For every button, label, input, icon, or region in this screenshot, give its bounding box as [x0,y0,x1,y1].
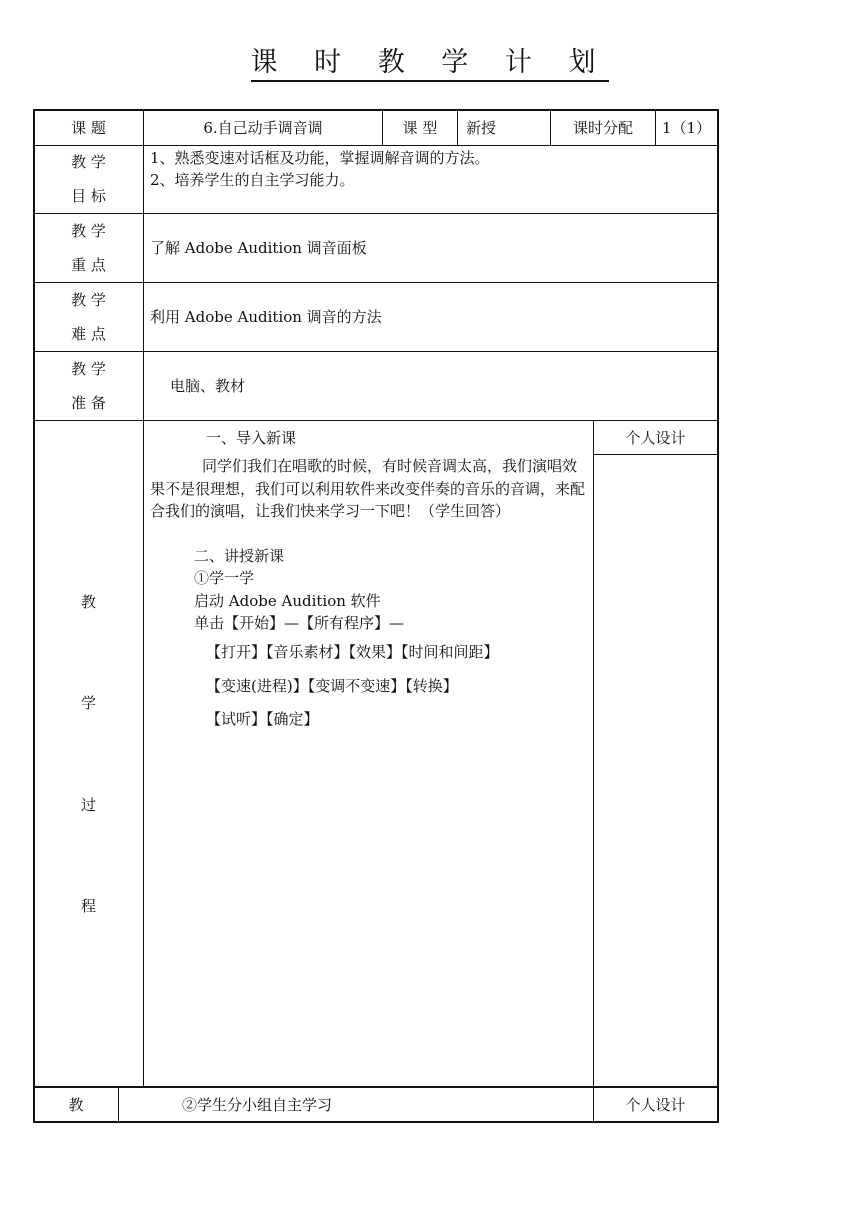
next-design-label: 个人设计 [625,1096,686,1114]
process-label-char-1: 教 [80,593,96,611]
step-menu-path-1: 【打开】【音乐素材】【效果】【时间和间距】 [206,643,499,661]
keypoint-label-bottom: 重 点 [71,256,106,274]
difficulty-text: 利用 Adobe Audition 调音的方法 [150,308,382,326]
goal-line-1: 1、熟悉变速对话框及功能，掌握调解音调的方法。 [150,149,490,167]
topic-value: 6.自己动手调音调 [203,119,323,137]
prep-label-top: 教 学 [71,360,106,378]
goal-label-top: 教 学 [71,153,106,171]
alloc-value: 1（1） [661,119,712,137]
heading-intro: 一、导入新课 [206,429,297,447]
heading-teach: 二、讲授新课 [194,547,285,565]
next-text: ②学生分小组自主学习 [182,1096,333,1114]
topic-label: 课 题 [71,119,106,137]
keypoint-label-top: 教 学 [71,222,106,240]
next-label: 教 [68,1096,84,1114]
step-menu-path-3: 【试听】【确定】 [206,710,319,728]
step-launch: 启动 Adobe Audition 软件 [194,592,381,610]
difficulty-label-bottom: 难 点 [71,325,106,343]
process-label-char-3: 过 [80,796,96,814]
process-label-char-2: 学 [80,694,96,712]
page-title: 课 时 教 学 计 划 [0,46,860,80]
keypoint-text: 了解 Adobe Audition 调音面板 [150,239,367,257]
alloc-label: 课时分配 [572,119,633,137]
design-label: 个人设计 [625,429,686,447]
prep-label-bottom: 准 备 [71,394,106,412]
subheading-learn: ①学一学 [194,569,255,587]
prep-text: 电脑、教材 [170,377,246,395]
process-label-char-4: 程 [80,897,96,915]
difficulty-label-top: 教 学 [71,291,106,309]
goal-label-bottom: 目 标 [71,187,106,205]
intro-paragraph: 同学们我们在唱歌的时候，有时候音调太高，我们演唱效果不是很理想，我们可以利用软件来改变伴奏的音乐的音调，来配合我们的演唱，让我们快来学习一下吧！（学生回答） [150,457,586,520]
step-menu-path-2: 【变速(进程)】【变调不变速】【转换】 [206,677,458,695]
type-value: 新授 [466,119,497,137]
goal-line-2: 2、培养学生的自主学习能力。 [150,171,355,189]
type-label: 课 型 [402,119,438,137]
step-start-menu: 单击【开始】—【所有程序】— [194,614,405,632]
